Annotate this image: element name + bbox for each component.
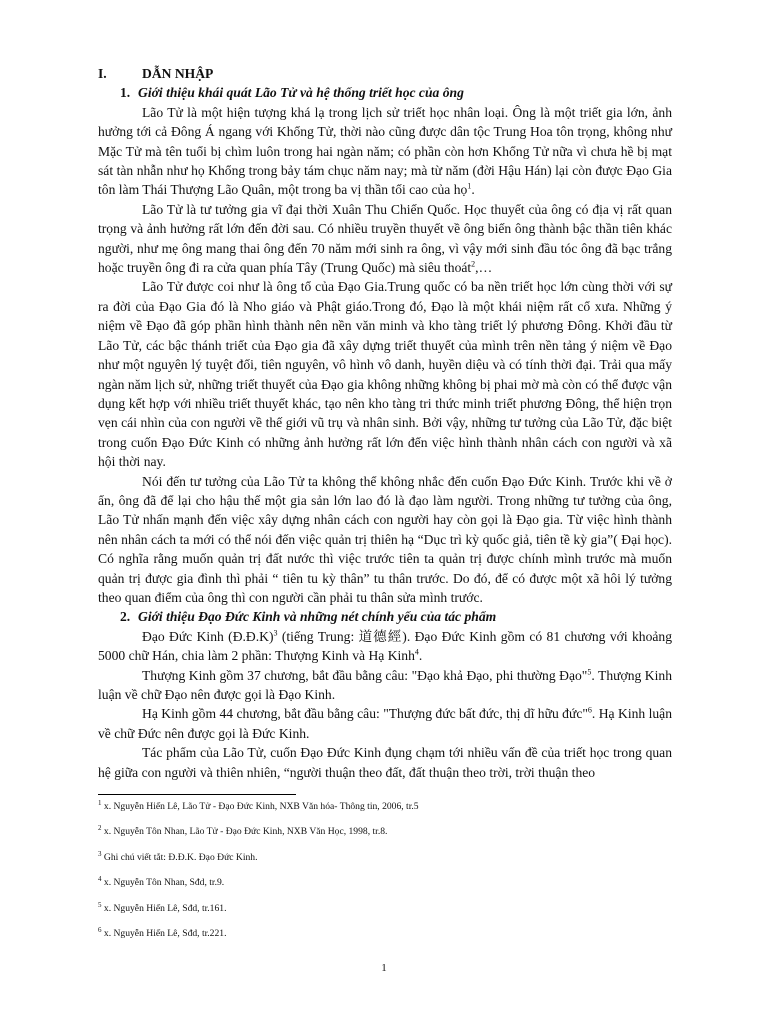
section-heading (98, 64, 672, 83)
footnote-3: $^3$ Ghi chú viết tắt: Đ.Đ.K. Đạo Đức Kinh. (98, 849, 258, 863)
paragraph-5: Đạo Đức Kinh (Đ.Đ.K)$^3$ (tiếng Trung: 道德經). Đạo Đức Kinh gồm có 81 chương với khoảng 5000 chữ Hán, chia làm 2 phần: Thượng Kinh và Hạ Kinh$^4$. (98, 628, 672, 664)
subsection-number: 2. (120, 609, 131, 625)
section-number: I. (98, 66, 107, 81)
footnote-1: $^1$ x. Nguyễn Hiến Lê, Lão Tử - Đạo Đức Kinh, NXB Văn hóa- Thông tin, 2006, tr.5 (98, 798, 419, 812)
paragraph-6: Thượng Kinh gồm 37 chương, bắt đầu bằng câu: "Đạo khả Đạo, phi thường Đạo"$^5$. Thượng Kinh luận về chữ Đạo nên được gọi là Đạo Kinh. (98, 667, 672, 702)
footnote-ref: 4 (414, 647, 419, 657)
footnote-ref: 3 (273, 628, 278, 638)
footnote-6: $^6$ x. Nguyễn Hiến Lê, Sđd, tr.221. (98, 925, 227, 939)
footnote-ref: 2 (471, 259, 476, 269)
paragraph-4: Nói đến tư tưởng của Lão Tử ta không thể không nhắc đến cuốn Đạo Đức Kinh. Trước khi về ở ẩn, ông đã để lại cho hậu thế một gia sản lớn lao đó là đạo làm người. Trong những tư tưởng của ông, Lão Tử nhấn mạnh đến việc xây dựng nhân cách con người hay còn gọi là Đạo gia. Từ việc hình thành nên nhân cách ta mới có thể nói đến việc quản trị thiên hạ “Dục trì kỳ quốc giả, tiên tề kỳ gia”( Đại học). Có nghĩa rằng muốn quản trị đất nước thì việc trước tiên ta quản trị được chính mình trước mà muốn quản trị được gia đình thì phải “ tiên tu kỳ thân” tu thân trước. Do đó, để có được một xã hôi lý tưởng theo quan điểm của ông thì con người cần phải tu thân sửa mình trước. (98, 473, 672, 605)
subsection-number: 1. (120, 85, 131, 101)
subsection-heading-1 (98, 83, 672, 102)
paragraph-2: Lão Tử là tư tưởng gia vĩ đại thời Xuân Thu Chiến Quốc. Học thuyết của ông có địa vị rất quan trọng và ảnh hưởng rất lớn đến đời sau. Có nhiều truyền thuyết về ông biến ông thành bậc thần tiên khác người, như mẹ ông mang thai ông đến 70 năm mới sinh ra ông, vì vậy mới sinh đầu tóc ông đã bạc trắng hoặc truyền ông đi ra cửa quan phía Tây (Trung Quốc) mà siêu thoát$^2$,… (98, 201, 672, 276)
paragraph-8: Tác phẩm của Lão Tử, cuốn Đạo Đức Kinh đụng chạm tới nhiều vấn đề của triết học trong quan hệ giữa con người và thiên nhiên, “người thuận theo đất, đất thuận theo trời, trời thuận theo (98, 745, 672, 780)
paragraph-1: Lão Tử là một hiện tượng khá lạ trong lịch sử triết học nhân loại. Ông là một triết gia lớn, ảnh hưởng tới cả Đông Á ngang với Khổng Tử, thời nào cũng được dân tộc Trung Hoa tôn trọng, không như Mặc Tử mà tên tuổi bị chìm luôn trong hai ngàn năm; có phần còn hơn Khổng Tử nữa vì chưa hề bị mạt sát tàn nhẫn như họ Khổng trong bảy tám chục năm nay; mà từ năm (đời Hậu Hán) lại còn được Đạo Gia tôn làm Thái Thượng Lão Quân, một trong ba vị thần tối cao của họ$^1$. (98, 104, 672, 198)
subsection-heading-2 (98, 607, 672, 626)
footnote-ref: 5 (587, 667, 592, 677)
footnote-divider (98, 794, 296, 795)
paragraph-3: Lão Tử được coi như là ông tổ của Đạo Gia.Trung quốc có ba nền triết học lớn cùng thời với sự ra đời của Đạo Gia đó là Nho giáo và Phật giáo.Trong đó, Đạo là một khái niệm rất cổ xưa. Những ý niệm về Đạo đã góp phần hình thành nên nền văn minh và kho tàng triết lý phương Đông. Khởi đầu từ Lão Tử, các bậc thánh triết của Đạo gia đã xây dựng triết thuyết của mình trên nền tảng ý niệm về Đạo như một nguyên lý tuyệt đối, tiên nguyên, vô hình vô danh, huyền diệu và có tính thời đại. Trải qua mấy ngàn năm lịch sử, những triết thuyết của Đạo gia không những không bị phai mờ mà còn có thể được vận dụng kết hợp với nhiều triết thuyết khác, tạo nên kho tàng tri thức minh triết phương Đông, thể hiện trọn vẹn cái nhìn của con người về thế giới vũ trụ và nhân sinh. Bởi vậy, những tư tưởng của Lão Tử, đặc biệt trong cuốn Đạo Đức Kinh có những ảnh hưởng rất lớn đến việc hình thành nhân cách con người và xã hội thời nay. (98, 279, 672, 470)
footnote-2: $^2$ x. Nguyễn Tôn Nhan, Lão Tử - Đạo Đức Kinh, NXB Văn Học, 1998, tr.8. (98, 824, 388, 838)
footnote-5: $^5$ x. Nguyễn Hiến Lê, Sđd, tr.161. (98, 900, 227, 914)
footnote-ref: 6 (587, 705, 592, 715)
footnotes (98, 798, 672, 953)
main-content (98, 64, 672, 782)
section-title: DẪN NHẬP (142, 66, 214, 81)
footnote-ref: 1 (467, 181, 472, 191)
paragraph-7: Hạ Kinh gồm 44 chương, bắt đầu bằng câu: "Thượng đức bất đức, thị dĩ hữu đức"$^6$. Hạ Kinh luận về chữ Đức nên được gọi là Đức Kinh. (98, 705, 672, 741)
subsection-title: Giới thiệu khái quát Lão Tử và hệ thống triết học của ông (138, 85, 464, 101)
subsection-title: Giới thiệu Đạo Đức Kinh và những nét chính yếu của tác phẩm (138, 609, 497, 625)
page-number: 1 (381, 962, 387, 974)
footnote-4: $^4$ x. Nguyễn Tôn Nhan, Sđd, tr.9. (98, 874, 225, 889)
